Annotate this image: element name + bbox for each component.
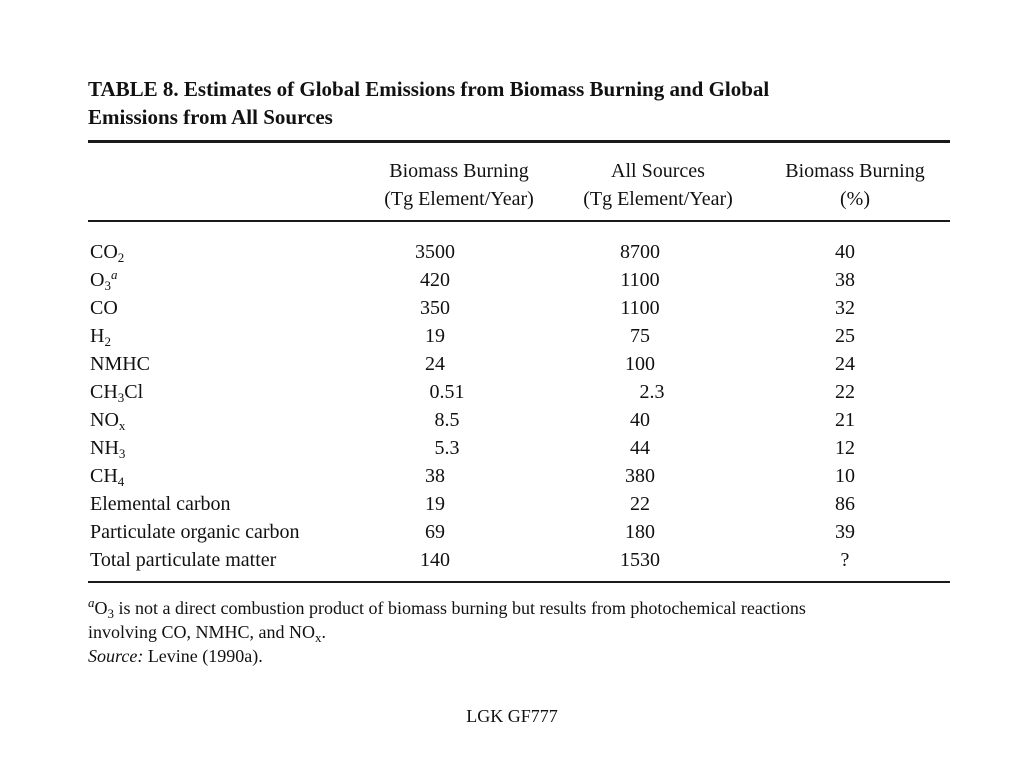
footnote-text-2-end: . bbox=[321, 622, 327, 642]
cell-biomass-percent: 25 bbox=[835, 325, 855, 347]
table-row bbox=[0, 546, 1024, 574]
cell-all-sources: 22 bbox=[630, 493, 650, 515]
substance-base: Particulate organic carbon bbox=[90, 521, 300, 543]
page-label: LGK GF777 bbox=[466, 706, 558, 726]
footnote-line-1 bbox=[88, 597, 958, 621]
substance-base: CH bbox=[90, 381, 118, 403]
cell-all-sources: 100 bbox=[625, 353, 655, 375]
substance-base: Elemental carbon bbox=[90, 493, 231, 515]
footnote-ozone: O bbox=[94, 598, 108, 618]
substance-subscript: x bbox=[118, 418, 126, 433]
row-substance bbox=[90, 546, 276, 574]
row-substance bbox=[90, 350, 150, 378]
substance-subscript: 3 bbox=[104, 278, 111, 293]
row-substance bbox=[90, 238, 124, 268]
cell-biomass-percent: 38 bbox=[835, 269, 855, 291]
table-row bbox=[0, 266, 1024, 294]
table-row bbox=[0, 294, 1024, 322]
substance-subscript: 4 bbox=[117, 474, 125, 489]
table-row bbox=[0, 518, 1024, 546]
cell-biomass-percent: 12 bbox=[835, 437, 855, 459]
cell-biomass-percent: 40 bbox=[835, 241, 855, 263]
table-row bbox=[0, 378, 1024, 406]
header-biomass-burning bbox=[362, 157, 556, 213]
cell-all-sources: 8700 bbox=[620, 241, 660, 263]
header-rule bbox=[88, 220, 950, 222]
cell-all-sources: 1100 bbox=[620, 297, 660, 319]
table-title bbox=[88, 75, 888, 131]
table-title-line-2: Emissions from All Sources bbox=[88, 105, 333, 129]
source-text: Levine (1990a). bbox=[143, 646, 263, 666]
table-title-line-1: TABLE 8. Estimates of Global Emissions from Biomass Burning and Global bbox=[88, 77, 770, 101]
substance-base: H bbox=[90, 325, 105, 347]
header-all-line-2: (Tg Element/Year) bbox=[583, 188, 733, 210]
row-substance bbox=[90, 294, 118, 322]
substance-base: NH bbox=[90, 437, 119, 459]
header-biomass-line-1: Biomass Burning bbox=[389, 160, 529, 182]
cell-biomass-burning: 24 bbox=[425, 353, 445, 375]
cell-biomass-burning: 8.5 bbox=[434, 409, 460, 431]
cell-all-sources: 380 bbox=[625, 465, 655, 487]
footnote-text-2: involving CO, NMHC, and NO bbox=[88, 622, 316, 642]
header-all-sources bbox=[563, 157, 753, 213]
header-biomass-line-2: (Tg Element/Year) bbox=[384, 188, 534, 210]
substance-base: NMHC bbox=[90, 353, 151, 375]
table-row bbox=[0, 238, 1024, 266]
bottom-rule bbox=[88, 581, 950, 583]
cell-biomass-burning: 3500 bbox=[415, 241, 455, 263]
row-substance bbox=[90, 266, 117, 296]
substance-subscript: 3 bbox=[118, 446, 126, 461]
substance-base: NO bbox=[90, 409, 119, 431]
table-row bbox=[0, 322, 1024, 350]
substance-base: O bbox=[90, 269, 105, 291]
cell-all-sources: 1100 bbox=[620, 269, 660, 291]
row-substance bbox=[90, 378, 143, 408]
substance-base: CO bbox=[90, 297, 118, 319]
cell-biomass-burning: 5.3 bbox=[434, 437, 460, 459]
cell-biomass-percent: 24 bbox=[835, 353, 855, 375]
footnote-text-1: is not a direct combustion product of biomass burning but results from photochemical reactions bbox=[114, 598, 806, 618]
header-biomass-percent bbox=[765, 157, 945, 213]
row-substance bbox=[90, 490, 231, 518]
cell-biomass-burning: 420 bbox=[420, 269, 450, 291]
substance-subscript: 2 bbox=[104, 334, 111, 349]
cell-biomass-percent: 22 bbox=[835, 381, 855, 403]
table-row bbox=[0, 406, 1024, 434]
footnote-ozone-subscript: 3 bbox=[107, 606, 114, 621]
footnote-source bbox=[88, 645, 958, 667]
footnote-marker: a bbox=[88, 595, 95, 610]
row-substance bbox=[90, 406, 125, 436]
row-substance bbox=[90, 518, 300, 546]
footnote-reference: a bbox=[110, 267, 118, 282]
table-row bbox=[0, 350, 1024, 378]
cell-biomass-percent: 10 bbox=[835, 465, 855, 487]
cell-biomass-burning: 350 bbox=[420, 297, 450, 319]
top-rule bbox=[88, 140, 950, 143]
cell-biomass-percent: 86 bbox=[835, 493, 855, 515]
footnote-nox-subscript: x bbox=[315, 630, 322, 645]
cell-biomass-burning: 0.51 bbox=[429, 381, 465, 403]
cell-all-sources: 40 bbox=[630, 409, 650, 431]
substance-base: CO bbox=[90, 241, 118, 263]
cell-biomass-burning: 19 bbox=[425, 325, 445, 347]
substance-tail: Cl bbox=[124, 381, 144, 403]
table-row bbox=[0, 434, 1024, 462]
cell-all-sources: 1530 bbox=[620, 549, 660, 571]
substance-subscript: 3 bbox=[117, 390, 125, 405]
header-all-line-1: All Sources bbox=[611, 160, 705, 182]
row-substance bbox=[90, 322, 111, 352]
cell-all-sources: 180 bbox=[625, 521, 655, 543]
cell-all-sources: 44 bbox=[630, 437, 650, 459]
header-pct-line-1: Biomass Burning bbox=[785, 160, 925, 182]
cell-biomass-percent: 32 bbox=[835, 297, 855, 319]
table-row bbox=[0, 462, 1024, 490]
substance-subscript: 2 bbox=[117, 250, 125, 265]
cell-all-sources: 2.3 bbox=[639, 381, 665, 403]
cell-biomass-percent: ? bbox=[840, 549, 850, 571]
table-row bbox=[0, 490, 1024, 518]
cell-biomass-percent: 39 bbox=[835, 521, 855, 543]
cell-biomass-burning: 19 bbox=[425, 493, 445, 515]
substance-base: CH bbox=[90, 465, 118, 487]
source-label: Source: bbox=[88, 646, 144, 666]
substance-base: Total particulate matter bbox=[90, 549, 277, 571]
table-footnote bbox=[88, 597, 958, 667]
cell-biomass-percent: 21 bbox=[835, 409, 855, 431]
cell-all-sources: 75 bbox=[630, 325, 650, 347]
header-pct-line-2: (%) bbox=[840, 188, 870, 210]
footnote-line-2 bbox=[88, 621, 958, 645]
row-substance bbox=[90, 462, 124, 492]
cell-biomass-burning: 38 bbox=[425, 465, 445, 487]
table-body bbox=[0, 238, 1024, 574]
cell-biomass-burning: 69 bbox=[425, 521, 445, 543]
row-substance bbox=[90, 434, 125, 464]
cell-biomass-burning: 140 bbox=[420, 549, 450, 571]
